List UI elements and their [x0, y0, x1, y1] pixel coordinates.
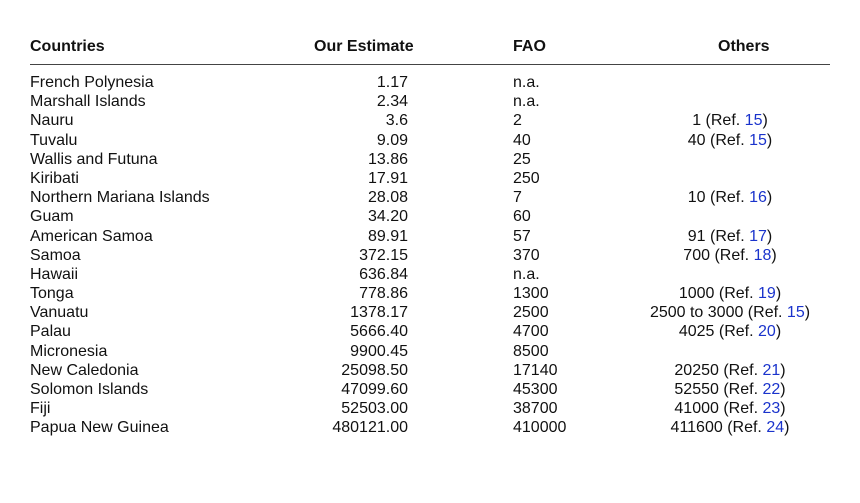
others-suffix: )	[804, 304, 811, 322]
others-suffix: )	[780, 361, 786, 379]
estimate-cell: 5666.40	[350, 323, 408, 341]
others-value: 700 (Ref.	[683, 246, 754, 264]
others-suffix: )	[762, 112, 768, 130]
table-row	[30, 73, 830, 92]
country-cell: New Caledonia	[30, 361, 139, 379]
country-cell: Samoa	[30, 246, 81, 264]
estimate-cell: 2.34	[376, 93, 408, 111]
country-cell: Nauru	[30, 112, 74, 130]
others-cell	[630, 380, 830, 399]
others-value: 4025 (Ref.	[678, 323, 759, 341]
country-cell: Solomon Islands	[30, 381, 149, 398]
fao-cell: 1300	[513, 285, 549, 303]
estimate-cell: 1.17	[376, 74, 408, 91]
country-cell: Wallis and Futuna	[30, 150, 158, 168]
table-row	[30, 418, 830, 437]
estimate-cell: 47099.60	[341, 381, 408, 398]
table-header	[30, 30, 830, 65]
country-cell: Tuvalu	[30, 131, 78, 149]
others-cell	[630, 361, 830, 380]
fao-cell: 7	[513, 189, 522, 207]
country-cell: French Polynesia	[30, 74, 154, 91]
country-cell: Kiribati	[30, 169, 79, 187]
estimate-cell: 372.15	[359, 246, 408, 264]
country-cell: Tonga	[30, 285, 74, 303]
others-cell	[630, 246, 830, 265]
estimate-cell: 34.20	[367, 208, 408, 226]
others-value: 40 (Ref.	[687, 131, 750, 149]
table-row	[30, 188, 830, 207]
country-cell: Papua New Guinea	[30, 419, 169, 437]
others-value: 10 (Ref.	[687, 189, 750, 207]
reference-link[interactable]: 18	[753, 246, 772, 264]
estimate-cell: 13.86	[367, 150, 408, 168]
table-row	[30, 265, 830, 284]
fao-cell: 4700	[513, 323, 549, 341]
fao-cell: 2500	[513, 304, 549, 322]
others-cell	[630, 284, 830, 303]
others-value: 20250 (Ref.	[674, 361, 763, 379]
fao-cell: n.a.	[513, 74, 540, 91]
others-cell	[630, 188, 830, 207]
reference-link[interactable]: 23	[762, 400, 781, 418]
fao-cell: n.a.	[513, 93, 540, 111]
others-suffix: )	[780, 381, 786, 398]
fao-cell: 370	[513, 246, 540, 264]
table-row	[30, 322, 830, 341]
fao-cell: 38700	[513, 400, 558, 418]
header-fao: FAO	[513, 38, 546, 55]
estimate-cell: 3.6	[385, 112, 408, 130]
estimate-cell: 1378.17	[350, 304, 408, 322]
country-cell: Vanuatu	[30, 304, 89, 322]
table-row	[30, 284, 830, 303]
fao-cell: 2	[513, 112, 522, 130]
others-suffix: )	[780, 400, 786, 418]
estimate-cell: 778.86	[359, 285, 408, 303]
fao-cell: 17140	[513, 361, 558, 379]
country-cell: Marshall Islands	[30, 93, 146, 111]
others-suffix: )	[775, 285, 782, 303]
table-row	[30, 207, 830, 226]
estimate-cell: 9900.45	[350, 342, 408, 360]
others-suffix: )	[766, 227, 773, 245]
others-value: 91 (Ref.	[687, 227, 750, 245]
others-suffix: )	[766, 131, 773, 149]
fao-cell: n.a.	[513, 265, 540, 283]
header-countries: Countries	[30, 38, 105, 55]
others-value: 411600 (Ref.	[670, 419, 767, 437]
estimate-cell: 636.84	[359, 265, 408, 283]
table-row	[30, 131, 830, 150]
table-row	[30, 169, 830, 188]
table-row	[30, 227, 830, 246]
fao-cell: 45300	[513, 381, 558, 398]
reference-link[interactable]: 22	[762, 381, 781, 398]
others-suffix: )	[766, 189, 773, 207]
estimate-cell: 28.08	[367, 189, 408, 207]
others-cell	[630, 399, 830, 418]
table-row	[30, 246, 830, 265]
reference-link[interactable]: 16	[749, 189, 767, 207]
others-cell	[630, 418, 830, 437]
table-row	[30, 342, 830, 361]
country-cell: Micronesia	[30, 342, 108, 360]
estimate-cell: 52503.00	[341, 400, 408, 418]
table-row	[30, 361, 830, 380]
others-suffix: )	[771, 246, 777, 264]
estimate-cell: 17.91	[367, 169, 408, 187]
country-cell: Northern Mariana Islands	[30, 189, 210, 207]
country-cell: Hawaii	[30, 265, 79, 283]
others-value: 2500 to 3000 (Ref.	[649, 304, 787, 322]
reference-link[interactable]: 20	[758, 323, 776, 341]
others-suffix: )	[775, 323, 782, 341]
estimate-cell: 89.91	[367, 227, 408, 245]
data-table	[30, 30, 830, 438]
table-row	[30, 399, 830, 418]
table-row	[30, 92, 830, 111]
table-row	[30, 303, 830, 322]
others-value: 1000 (Ref.	[678, 285, 759, 303]
estimate-cell: 25098.50	[341, 361, 408, 379]
reference-link[interactable]: 19	[758, 285, 776, 303]
country-cell: American Samoa	[30, 227, 153, 245]
fao-cell: 8500	[513, 342, 549, 360]
fao-cell: 250	[513, 169, 540, 187]
fao-cell: 60	[513, 208, 531, 226]
table-row	[30, 380, 830, 399]
others-cell	[630, 227, 830, 246]
country-cell: Guam	[30, 208, 74, 226]
others-cell	[630, 303, 830, 322]
reference-link[interactable]: 24	[766, 419, 785, 437]
header-our-estimate: Our Estimate	[314, 38, 414, 55]
reference-link[interactable]: 21	[762, 361, 781, 379]
reference-link[interactable]: 15	[749, 131, 767, 149]
table-row	[30, 111, 830, 130]
fao-cell: 410000	[513, 419, 567, 437]
others-cell	[630, 111, 830, 130]
fao-cell: 40	[513, 131, 531, 149]
others-value: 1 (Ref.	[692, 112, 745, 130]
fao-cell: 25	[513, 150, 531, 168]
others-cell	[630, 322, 830, 341]
country-cell: Fiji	[30, 400, 51, 418]
others-cell	[630, 131, 830, 150]
reference-link[interactable]: 17	[749, 227, 767, 245]
others-value: 52550 (Ref.	[674, 381, 763, 398]
estimate-cell: 480121.00	[332, 419, 408, 437]
country-cell: Palau	[30, 323, 71, 341]
fao-cell: 57	[513, 227, 531, 245]
header-others: Others	[718, 38, 770, 55]
others-value: 41000 (Ref.	[674, 400, 763, 418]
reference-link[interactable]: 15	[786, 304, 805, 322]
estimate-cell: 9.09	[376, 131, 408, 149]
others-suffix: )	[784, 419, 790, 437]
reference-link[interactable]: 15	[744, 112, 763, 130]
table-body	[30, 73, 830, 438]
table-row	[30, 150, 830, 169]
